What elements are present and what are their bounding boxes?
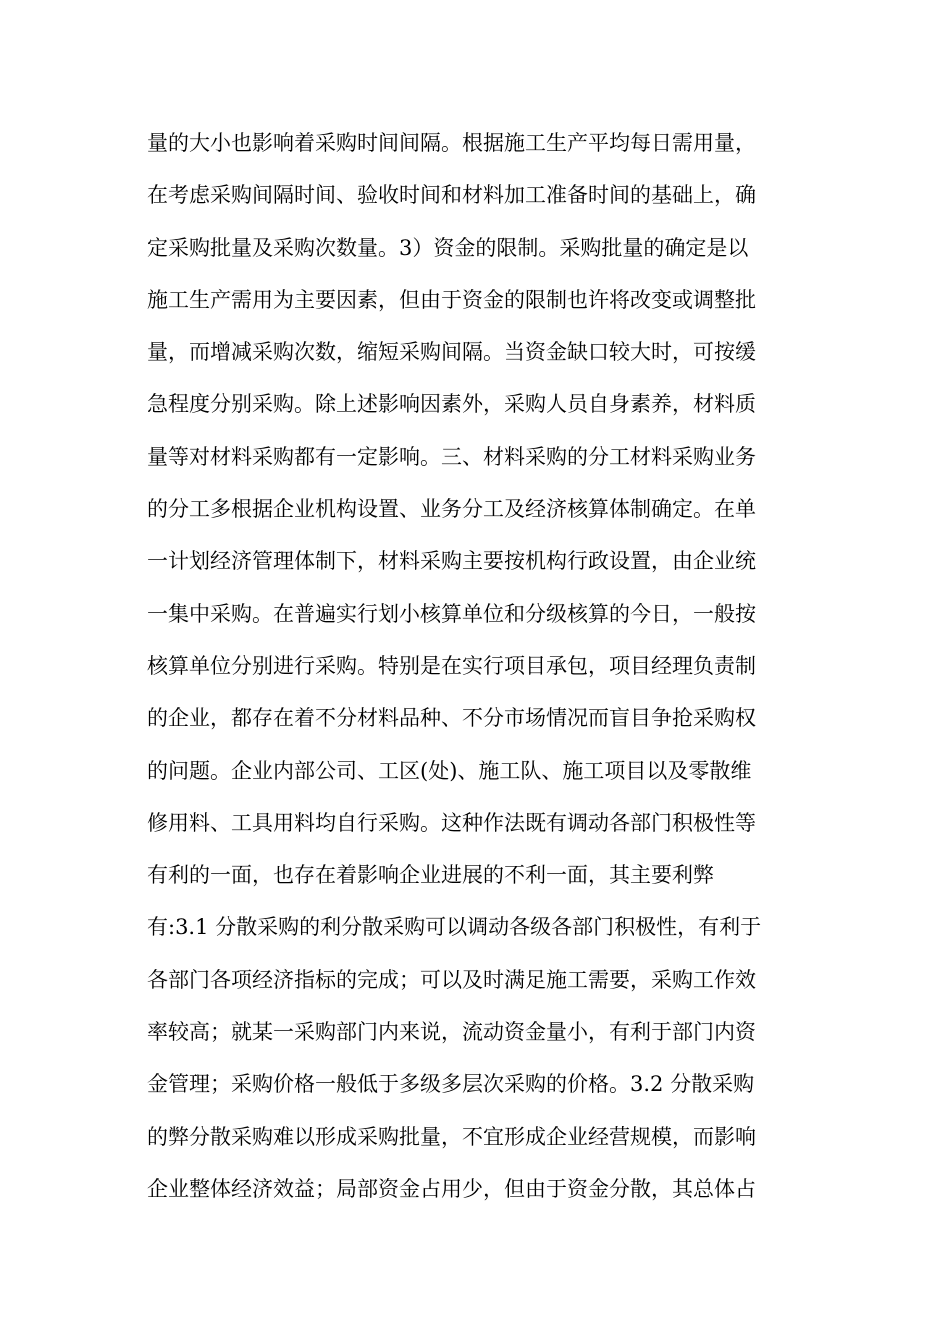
text-line: 的分工多根据企业机构设置、业务分工及经济核算体制确定。在单 [147, 497, 756, 522]
text-line: 企业整体经济效益；局部资金占用少，但由于资金分散，其总体占 [147, 1176, 756, 1201]
text-line: 施工生产需用为主要因素，但由于资金的限制也许将改变或调整批 [147, 287, 756, 312]
text-line: 率较高；就某一采购部门内来说，流动资金量小，有利于部门内资 [147, 1020, 756, 1045]
text-line: 在考虑采购间隔时间、验收时间和材料加工准备时间的基础上，确 [147, 183, 756, 208]
text-line: 有利的一面，也存在着影响企业进展的不利一面，其主要利弊 [147, 863, 714, 888]
text-line: 一计划经济管理体制下，材料采购主要按机构行政设置，由企业统 [147, 549, 756, 574]
text-line: 定采购批量及采购次数量。3）资金的限制。采购批量的确定是以 [147, 235, 749, 260]
text-line: 金管理；采购价格一般低于多级多层次采购的价格。3.2 分散采购 [147, 1072, 755, 1097]
text-line: 的问题。企业内部公司、工区(处)、施工队、施工项目以及零散维 [147, 758, 752, 783]
text-line: 有:3.1 分散采购的利分散采购可以调动各级各部门积极性，有利于 [147, 915, 762, 940]
text-line: 量，而增减采购次数，缩短采购间隔。当资金缺口较大时，可按缓 [147, 340, 756, 365]
text-line: 量等对材料采购都有一定影响。三、材料采购的分工材料采购业务 [147, 444, 756, 469]
text-line: 修用料、工具用料均自行采购。这种作法既有调动各部门积极性等 [147, 810, 756, 835]
text-line: 核算单位分别进行采购。特别是在实行项目承包，项目经理负责制 [147, 653, 756, 678]
text-line: 一集中采购。在普遍实行划小核算单位和分级核算的今日，一般按 [147, 601, 756, 626]
text-line: 的弊分散采购难以形成采购批量，不宜形成企业经营规模，而影响 [147, 1124, 756, 1149]
text-line: 急程度分别采购。除上述影响因素外，采购人员自身素养，材料质 [147, 392, 756, 417]
text-line: 量的大小也影响着采购时间间隔。根据施工生产平均每日需用量， [147, 131, 756, 155]
body-text [147, 117, 807, 1215]
text-line: 各部门各项经济指标的完成；可以及时满足施工需要，采购工作效 [147, 967, 756, 992]
text-line: 的企业，都存在着不分材料品种、不分市场情况而盲目争抢采购权 [147, 706, 756, 731]
